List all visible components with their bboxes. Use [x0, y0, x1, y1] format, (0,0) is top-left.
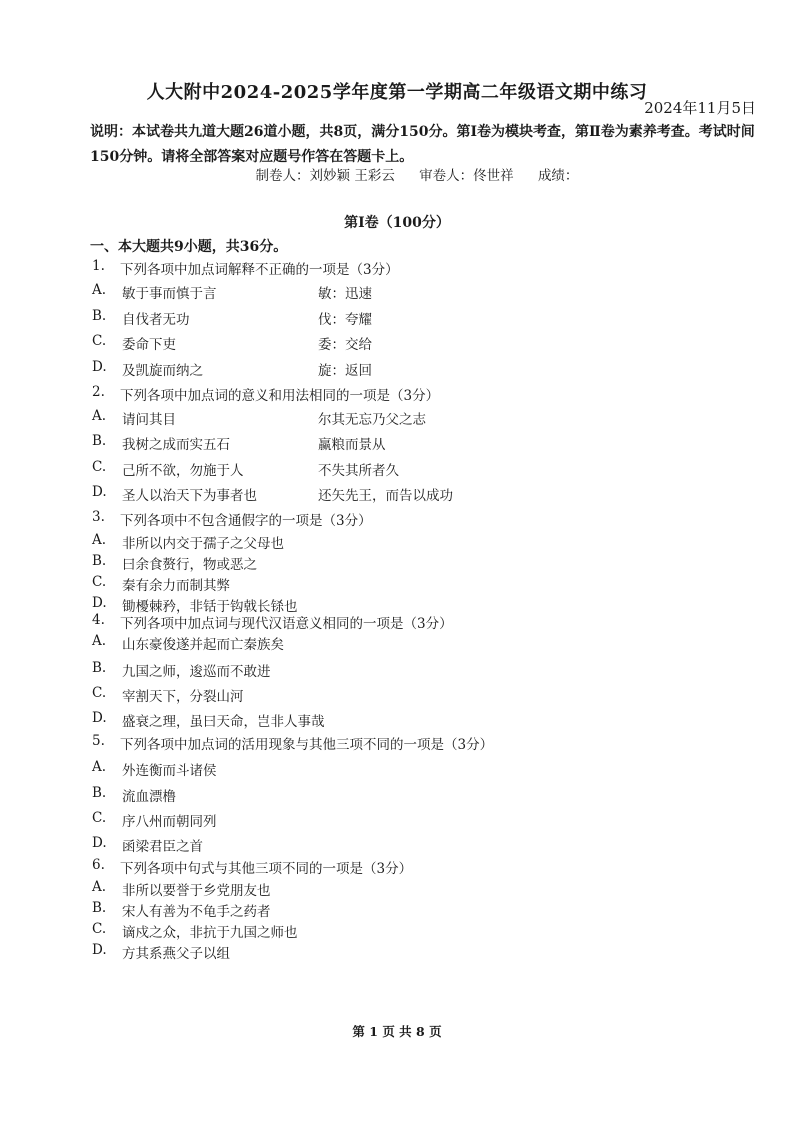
option-text: 请问其目	[122, 412, 176, 428]
option-text: 九国之师，逡巡而不敢进	[122, 664, 271, 680]
makers: 制卷人：刘妙颖 王彩云	[255, 168, 395, 184]
exam-date: 2024年11月5日	[644, 99, 756, 117]
option-label: D.	[92, 942, 107, 958]
option-text: 山东豪俊遂并起而亡秦族矣	[122, 637, 284, 653]
option-text: 敏于事而慎于言	[122, 286, 217, 302]
option-label: D.	[92, 835, 107, 851]
option-text: 秦有余力而制其弊	[122, 578, 230, 594]
option-text: 宰割天下，分裂山河	[122, 689, 244, 705]
question-number: 3.	[92, 509, 105, 525]
question-number: 4.	[92, 612, 105, 628]
score-field: 成绩：	[537, 168, 579, 184]
option-explanation: 伐：夸耀	[318, 312, 372, 328]
option-label: C.	[92, 921, 107, 937]
option-explanation: 赢粮而景从	[318, 437, 386, 453]
option-label: D.	[92, 484, 107, 500]
option-text: 谪戍之众，非抗于九国之师也	[122, 925, 298, 941]
option-label: C.	[92, 333, 107, 349]
option-label: B.	[92, 308, 107, 324]
option-label: A.	[92, 282, 107, 298]
option-label: D.	[92, 595, 107, 611]
option-text: 流血漂橹	[122, 789, 176, 805]
option-label: B.	[92, 785, 107, 801]
option-text: 宋人有善为不龟手之药者	[122, 904, 271, 920]
option-text: 圣人以治天下为事者也	[122, 488, 257, 504]
option-label: A.	[92, 633, 107, 649]
question-text: 下列各项中句式与其他三项不同的一项是（3分）	[120, 861, 413, 877]
exam-title: 人大附中2024-2025学年度第一学期高二年级语文期中练习	[146, 82, 648, 103]
option-text: 盛衰之理，虽曰天命，岂非人事哉	[122, 714, 325, 730]
question-number: 5.	[92, 733, 105, 749]
option-text: 我树之成而实五石	[122, 437, 230, 453]
option-explanation: 还矢先王，而告以成功	[318, 488, 453, 504]
option-label: D.	[92, 710, 107, 726]
option-text: 非所以内交于孺子之父母也	[122, 536, 284, 552]
option-label: C.	[92, 685, 107, 701]
question-text: 下列各项中不包含通假字的一项是（3分）	[120, 513, 372, 529]
question-number: 2.	[92, 384, 105, 400]
option-label: B.	[92, 433, 107, 449]
question-number: 1.	[92, 258, 105, 274]
question-text: 下列各项中加点词解释不正确的一项是（3分）	[120, 262, 399, 278]
question-number: 6.	[92, 857, 105, 873]
option-text: 非所以要誉于乡党朋友也	[122, 883, 271, 899]
option-explanation: 敏：迅速	[318, 286, 372, 302]
option-text: 方其系燕父子以组	[122, 946, 230, 962]
option-label: A.	[92, 408, 107, 424]
question-text: 下列各项中加点词的意义和用法相同的一项是（3分）	[120, 388, 440, 404]
option-text: 自伐者无功	[122, 312, 190, 328]
option-label: D.	[92, 359, 107, 375]
option-explanation: 旋：返回	[318, 363, 372, 379]
option-text: 委命下吏	[122, 337, 176, 353]
question-text: 下列各项中加点词的活用现象与其他三项不同的一项是（3分）	[120, 737, 494, 753]
option-explanation: 不失其所者久	[318, 463, 399, 479]
option-label: B.	[92, 900, 107, 916]
question-text: 下列各项中加点词与现代汉语意义相同的一项是（3分）	[120, 616, 453, 632]
option-explanation: 委：交给	[318, 337, 372, 353]
option-label: B.	[92, 553, 107, 569]
part-title: 一、本大题共9小题，共36分。	[90, 239, 288, 255]
authors-line	[0, 164, 794, 184]
option-label: C.	[92, 810, 107, 826]
option-text: 己所不欲，勿施于人	[122, 463, 244, 479]
option-text: 序八州而朝同列	[122, 814, 217, 830]
option-label: C.	[92, 459, 107, 475]
option-label: C.	[92, 574, 107, 590]
option-label: B.	[92, 660, 107, 676]
section-title: 第Ⅰ卷（100分）	[344, 215, 450, 231]
option-text: 锄櫌棘矜，非铦于钩戟长铩也	[122, 599, 298, 615]
option-label: A.	[92, 879, 107, 895]
option-label: A.	[92, 759, 107, 775]
reviewer: 审卷人：佟世祥	[419, 168, 514, 184]
option-text: 曰余食赘行，物或恶之	[122, 557, 257, 573]
option-label: A.	[92, 532, 107, 548]
page-footer: 第 1 页 共 8 页	[352, 1024, 442, 1039]
option-text: 及凯旋而纳之	[122, 363, 203, 379]
option-text: 外连衡而斗诸侯	[122, 763, 217, 779]
option-explanation: 尔其无忘乃父之志	[318, 412, 426, 428]
exam-instructions: 说明：本试卷共九道大题26道小题，共8页，满分150分。第Ⅰ卷为模块考查，第Ⅱ卷为素养考查。考试时间150分钟。请将全部答案对应题号作答在答题卡上。	[90, 124, 755, 165]
option-text: 函梁君臣之首	[122, 839, 203, 855]
